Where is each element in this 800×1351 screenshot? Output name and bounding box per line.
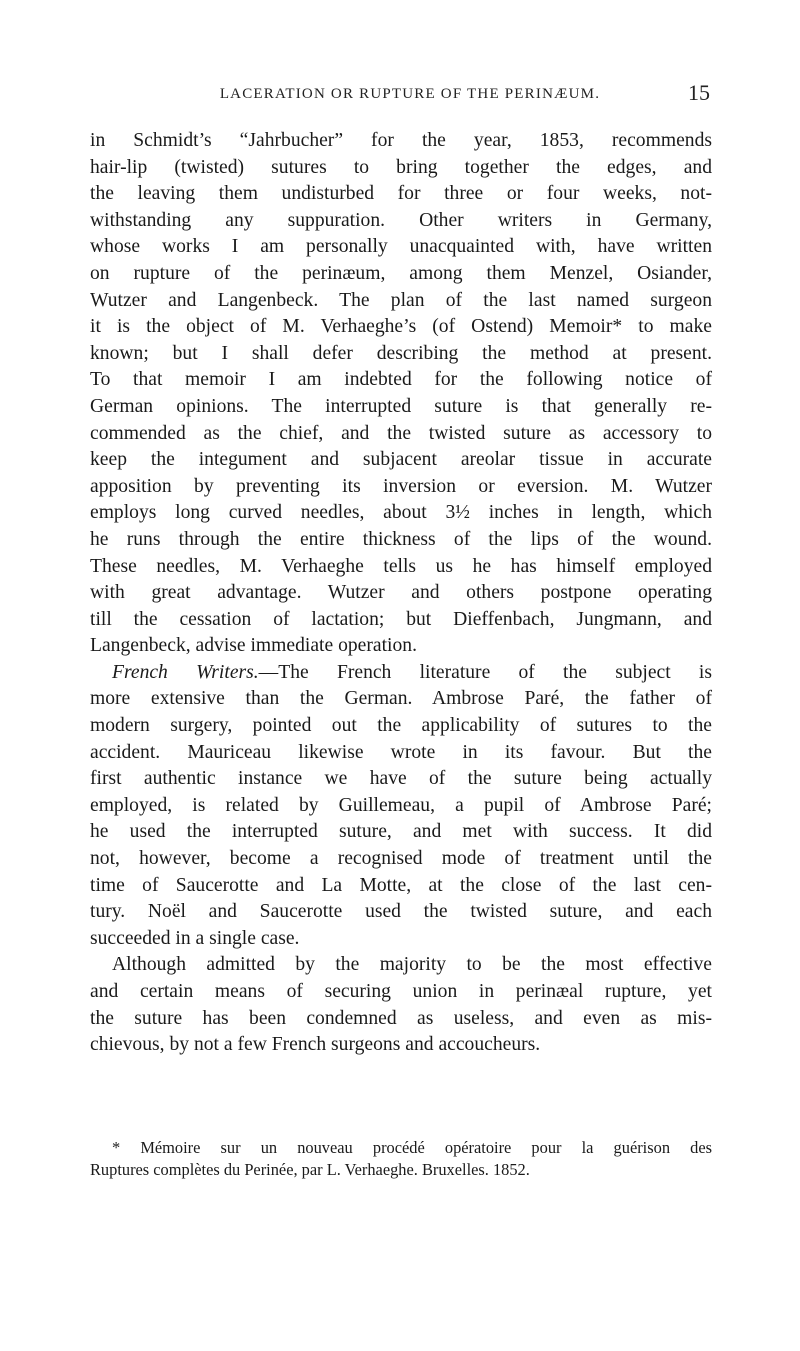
text-line: German opinions. The interrupted suture is that generally re- [90, 395, 712, 417]
page-number: 15 [688, 80, 710, 105]
text-line: Although admitted by the majority to be the most effective [112, 954, 712, 976]
text-line: keep the integument and subjacent areolar tissue in accurate [90, 449, 712, 471]
footnote-line: Ruptures complètes du Perinée, par L. Verhaeghe. Bruxelles. 1852. [90, 1160, 530, 1179]
text-line: more extensive than the German. Ambrose Paré, the father of [90, 688, 712, 710]
text-line: Langenbeck, advise immediate operation. [90, 635, 417, 657]
text-line: accident. Mauriceau likewise wrote in its favour. But the [90, 741, 712, 763]
text-line: apposition by preventing its inversion or eversion. M. Wutzer [90, 475, 712, 497]
text-line: To that memoir I am indebted for the following notice of [90, 369, 712, 391]
text-line: Wutzer and Langenbeck. The plan of the last named surgeon [90, 289, 712, 311]
text-line: hair-lip (twisted) sutures to bring together the edges, and [90, 156, 712, 178]
text-line: These needles, M. Verhaeghe tells us he has himself employed [90, 555, 712, 577]
text-line: tury. Noël and Saucerotte used the twisted suture, and each [90, 901, 712, 923]
text-line: with great advantage. Wutzer and others postpone operating [90, 582, 712, 604]
text-line: first authentic instance we have of the suture being actually [90, 768, 712, 790]
text-line: not, however, become a recognised mode of treatment until the [90, 848, 712, 870]
text-line: and certain means of securing union in perinæal rupture, yet [90, 981, 712, 1002]
text-line: whose works I am personally unacquainted with, have written [90, 236, 712, 258]
french-writers-paragraph-start [90, 660, 712, 687]
footnote-line: * Mémoire sur un nouveau procédé opératoire pour la guérison des [112, 1138, 712, 1157]
text-line: it is the object of M. Verhaeghe’s (of Ostend) Memoir* to make [90, 316, 712, 338]
text-line: time of Saucerotte and La Motte, at the close of the last cen- [90, 874, 712, 896]
body-text [90, 128, 712, 1059]
text-line: commended as the chief, and the twisted suture as accessory to [90, 422, 712, 444]
text-line: he runs through the entire thickness of the lips of the wound. [90, 528, 712, 550]
text-line: known; but I shall defer describing the method at present. [90, 342, 712, 364]
section-heading-french-writers: French Writers. [112, 661, 259, 683]
text-line: on rupture of the perinæum, among them Menzel, Osiander, [90, 262, 712, 284]
text-line: employed, is related by Guillemeau, a pupil of Ambrose Paré; [90, 794, 712, 816]
text-line: the leaving them undisturbed for three or four weeks, not- [90, 183, 712, 205]
text-line: chievous, by not a few French surgeons and accoucheurs. [90, 1034, 541, 1056]
text-line: withstanding any suppuration. Other writers in Germany, [90, 209, 712, 231]
text-fragment: —The French literature of the subject is [258, 661, 712, 683]
footnote [90, 1137, 712, 1181]
text-line: he used the interrupted suture, and met with success. It did [90, 821, 712, 843]
text-line: the suture has been condemned as useless, and even as mis- [90, 1007, 712, 1029]
text-line: employs long curved needles, about 3½ inches in length, which [90, 502, 712, 524]
text-line: modern surgery, pointed out the applicability of sutures to the [90, 715, 712, 737]
text-line: succeeded in a single case. [90, 927, 300, 949]
text-line: till the cessation of lactation; but Dieffenbach, Jungmann, and [90, 608, 712, 630]
running-title: LACERATION OR RUPTURE OF THE PERINÆUM. [219, 86, 601, 102]
text-line: in Schmidt’s “Jahrbucher” for the year, 1853, recommends [90, 130, 712, 151]
